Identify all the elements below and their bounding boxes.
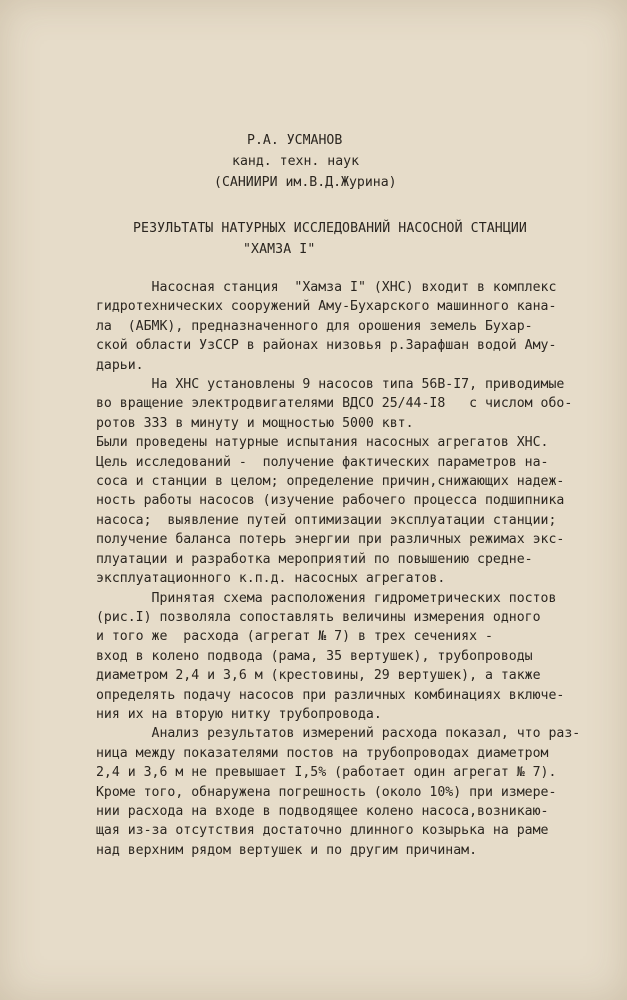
author-degree: канд. техн. наук: [232, 154, 360, 169]
document-title: [133, 218, 553, 260]
paragraph-4: Принятая схема расположения гидрометрических постов (рис.I) позволяла сопоставлять величины измерения одного и того же расхода (агрегат № 7) в трех сечениях - вход в колено подвода (рама, 35 вертушек), трубопроводы диаметром 2,4 и 3,6 м (крестовины, 29 вертушек), а также определять подачу насосов при различных комбинациях включе- ния их на вторую нитку трубопровода.: [95, 590, 565, 722]
paragraph-1: Насосная станция "Хамза I" (ХНС) входит в комплекс гидротехнических сооружений Аму-Бухарского машинного кана- ла (АБМК), предназначенного для орошения земель Бухар- ской области УзССР в районах низовья р.Зарафшан водой Аму- дарьи.: [95, 280, 557, 373]
title-line-2: "ХАМЗА I": [243, 242, 316, 257]
paragraph-3: Были проведены натурные испытания насосных агрегатов ХНС. Цель исследований - получение фактических параметров на- соса и станции в целом; определение причин,снижающих надеж- ность работы насосов (изучение рабочего процесса подшипника насоса; выявление путей оптимизации эксплуатации станции; получение баланса потерь энергии при различных режимах экс- плуатации и разработка мероприятий по повышению средне- эксплуатационного к.п.д. насосных агрегатов.: [95, 435, 565, 587]
paragraph-5: Анализ результатов измерений расхода показал, что раз- ница между показателями постов на трубопроводах диаметром 2,4 и 3,6 м не превышает I,5% (работает один агрегат № 7). Кроме того, обнаружена погрешность (около 10%) при измере- нии расхода на входе в подводящее колено насоса,возникаю- щая из-за отсутствия достаточно длинного козырька на раме над верхним рядом вертушек и по другим причинам.: [95, 726, 581, 858]
author-affiliation: (САНИИРИ им.В.Д.Журина): [214, 175, 397, 190]
author-name: Р.А. УСМАНОВ: [247, 133, 343, 148]
paragraph-2: На ХНС установлены 9 насосов типа 56В-I7, приводимые во вращение электродвигателями ВДСО 25/44-I8 с числом обо- ротов 333 в минуту и мощностью 5000 квт.: [95, 377, 573, 431]
author-block: [0, 130, 627, 193]
body-text: [88, 278, 581, 860]
title-line-1: РЕЗУЛЬТАТЫ НАТУРНЫХ ИССЛЕДОВАНИЙ НАСОСНОЙ СТАНЦИИ: [133, 221, 527, 236]
